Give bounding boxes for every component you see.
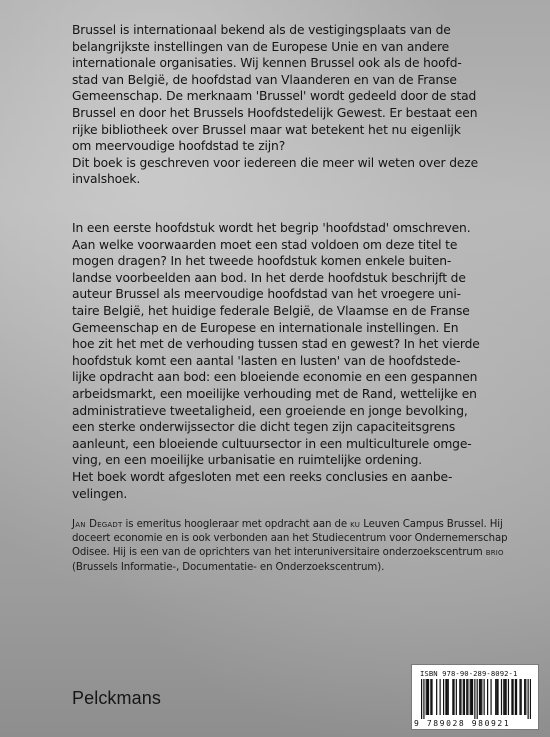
author-bio-text-1: is emeritus hoogleraar met opdracht aan de: [122, 519, 351, 530]
barcode-bar: [472, 679, 473, 715]
barcode-bar: [453, 679, 454, 715]
barcode-bar: [497, 679, 498, 715]
barcode-bar: [464, 679, 465, 715]
barcode-bar: [528, 679, 529, 719]
ean-digits: 9 789028 980921: [414, 719, 511, 728]
barcode-bar: [516, 679, 517, 715]
barcode-bar: [484, 679, 485, 715]
barcode-bar: [423, 679, 424, 719]
author-bio: [72, 518, 512, 575]
barcode-bar: [466, 679, 467, 715]
barcode-bar: [481, 679, 482, 715]
barcode-bar: [448, 679, 449, 715]
barcode-bar: [519, 679, 520, 715]
barcode-bar: [470, 679, 471, 715]
barcode-bar: [525, 679, 526, 715]
barcode-bar: [480, 679, 481, 715]
barcode-bars: [421, 679, 531, 719]
author-bio-text-2: Leuven Campus Brussel. Hij doceert economie en is ook verbonden aan het Studiecentrum voor Ondernemerschap Odisee. Hij is een van de oprichters van het interuniversitaire onderzoekscentrum: [72, 519, 508, 559]
barcode-bar: [474, 679, 475, 719]
author-bio-abbr-brio: brio: [485, 547, 504, 559]
barcode-bar: [511, 679, 512, 715]
barcode-bar: [443, 679, 444, 715]
barcode-bar: [496, 679, 497, 715]
barcode-bar: [477, 679, 478, 719]
barcode-bar: [452, 679, 453, 715]
barcode-bar: [524, 679, 525, 715]
barcode-bar: [512, 679, 513, 715]
barcode-bar: [459, 679, 460, 715]
barcode-bar: [521, 679, 522, 715]
barcode-bar: [460, 679, 461, 715]
isbn-label: ISBN 978-90-289-8092-1: [420, 669, 518, 678]
barcode-bar: [530, 679, 531, 719]
barcode-bar: [490, 679, 491, 715]
barcode-bar: [426, 679, 427, 715]
barcode-bar: [501, 679, 502, 715]
barcode-bar: [428, 679, 429, 715]
barcode-bar: [479, 679, 480, 715]
barcode-bar: [504, 679, 505, 715]
barcode-bar: [515, 679, 516, 715]
author-bio-text-3: (Brussels Informatie-, Documentatie- en Onderzoekscentrum).: [72, 561, 385, 573]
author-bio-abbr-ku: ku: [350, 519, 361, 530]
barcode-bar: [463, 679, 464, 715]
barcode-bar: [427, 679, 428, 715]
barcode-bar: [446, 679, 447, 715]
barcode-bar: [495, 679, 496, 715]
author-name: Jan Degadt: [72, 519, 123, 530]
barcode-bar: [430, 679, 431, 715]
isbn-barcode: [411, 664, 539, 730]
barcode-bar: [508, 679, 509, 715]
blurb-paragraph-1: Brussel is internationaal bekend als de vestigingsplaats van de belangrijkste instellingen van de Europese Unie en van andere internationale organisaties. Wij kennen Brussel ook als de hoofd- stad van België, de hoofdstad van Vlaanderen en van de Franse Gemeenschap. De merknaam 'Brussel' wordt gedeeld door de stad Brussel en door het Brussels Hoofdstedelijk Gewest. Er bestaat een rijke bibliotheek over Brussel maar wat betekent het nu eigenlijk om meervoudige hoofdstad te zijn? Dit boek is geschreven voor iedereen die meer wil weten over deze invalshoek.: [72, 23, 479, 187]
blurb-paragraph-2: In een eerste hoofdstuk wordt het begrip 'hoofdstad' omschreven. Aan welke voorwaarden moet een stad voldoen om deze titel te mogen dragen? In het tweede hoofdstuk komen enkele buiten- landse voorbeelden aan bod. In het derde hoofdstuk beschrijft de auteur Brussel als meervoudige hoofdstad van het vroegere uni- taire België, het huidige federale België, de Vlaamse en de Franse Gemeenschap en de Europese en internationale instellingen. En hoe zit het met de verhouding tussen stad en gewest? In het vierde hoofdstuk komt een aantal 'lasten en lusten' van de hoofdstede- lijke opdracht aan bod: een bloeiende economie en een gespannen arbeidsmarkt, een moeilijke verhouding met de Rand, wettelijke en administratieve tweetaligheid, een groeiende en jonge bevolking, een sterke onderwijssector die dicht tegen zijn capaciteitsgrens aanleunt, een bloeiende cultuursector in een multiculturele omge- ving, en een moeilijke urbanisatie en ruimtelijke ordening. Het boek wordt afgesloten met een reeks conclusies en aanbe- velingen.: [72, 221, 480, 501]
barcode-bar: [503, 679, 504, 715]
barcode-bar: [487, 679, 488, 715]
barcode-bar: [471, 679, 472, 715]
barcode-bar: [467, 679, 468, 715]
barcode-bar: [421, 679, 422, 719]
barcode-bar: [431, 679, 432, 715]
barcode-bar: [440, 679, 441, 715]
publisher-logo: Pelckmans: [72, 688, 161, 708]
barcode-bar: [506, 679, 507, 715]
barcode-bar: [445, 679, 446, 715]
barcode-bar: [436, 679, 437, 715]
barcode-bar: [456, 679, 457, 715]
